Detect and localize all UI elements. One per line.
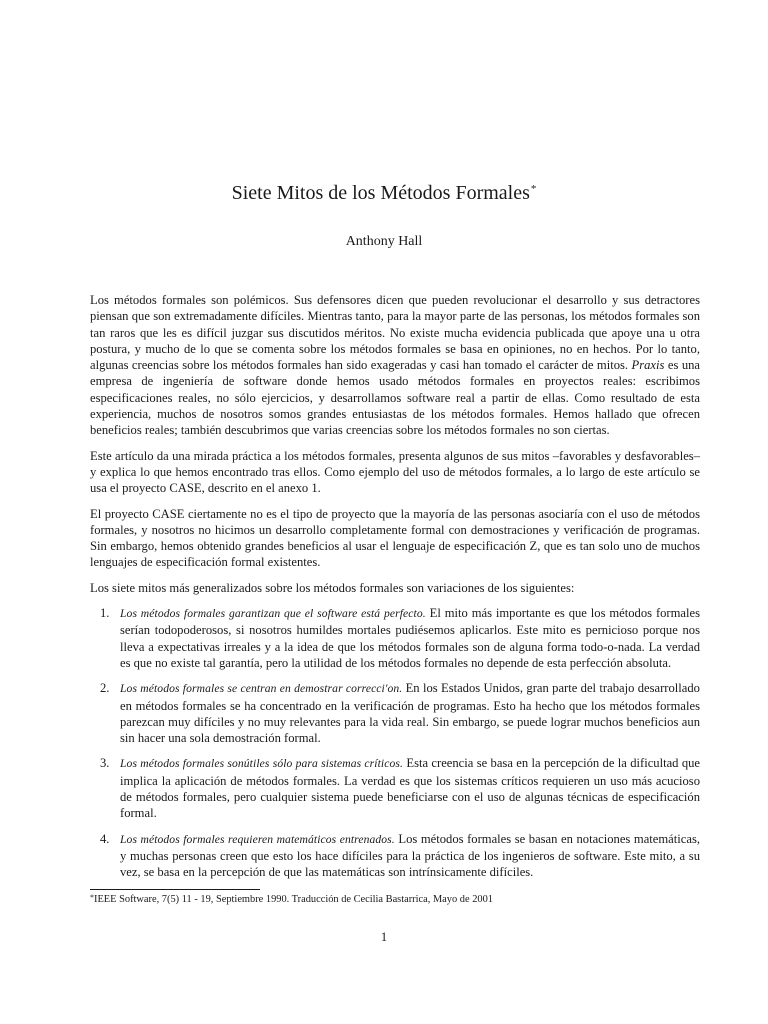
myth-number: 1.	[100, 606, 110, 621]
myth-number: 2.	[100, 681, 110, 696]
paper-body	[90, 292, 700, 890]
myths-list	[90, 605, 700, 880]
myth-number: 4.	[100, 831, 110, 846]
myth-text: Los métodos formales se basan en notaciones matemáticas, y muchas personas creen que esto los hace difíciles para la práctica de los ingenieros de software. Este mito, a su vez, se basa en la percepción de que las matemáticas son intrínsicamente difíciles.	[120, 831, 700, 880]
footnote-mark: *	[90, 893, 94, 902]
footnote-text: IEEE Software, 7(5) 11 - 19, Septiembre 1990. Traducción de Cecilia Bastarrica, Mayo de 2001	[94, 894, 493, 905]
myth-text: Esta creencia se basa en la percepción de la dificultad que implica la aplicación de métodos formales. La verdad es que los sistemas críticos requieren un uso más acucioso de métodos formales, pero cualquier sistema puede beneficiarse con el uso de algunas técnicas de especificación formal.	[120, 756, 701, 821]
praxis-name: Praxis	[631, 358, 665, 373]
intro-paragraph	[90, 292, 700, 439]
myth-item	[90, 755, 700, 821]
paper-author: Anthony Hall	[345, 234, 423, 249]
intro-text-part2: es una empresa de ingeniería de software donde hemos usado métodos formales en proyectos reales: escribimos especificaciones reales, no sólo ejercicios, y desarrollamos software real a partir de ellas. Como resultado de esta experiencia, muchos de nosotros somos grandes entusiastas de los métodos formales. Hemos hallado que ofrecen beneficios reales; también descubrimos que varias creencias sobre los métodos formales no son ciertas.	[90, 358, 700, 438]
myth-title: Los métodos formales se centran en demostrar correcci'on.	[120, 682, 403, 696]
paper-title	[0, 180, 768, 206]
myth-title: Los métodos formales garantizan que el software está perfecto.	[120, 607, 426, 621]
page-number: 1	[380, 930, 388, 944]
myth-text: El mito más importante es que los métodos formales serían todopoderosos, si nosotros humildes mortales pudiésemos aplicarlos. Este mito es pernicioso porque nos lleva a expectativas irreales y a la idea de que los métodos formales son de alguna forma todo-o-nada. La verdad es que no existe tal garantía, pero la utilidad de los métodos formales no depende de esta perfección absoluta.	[120, 606, 701, 670]
myth-title: Los métodos formales requieren matemáticos entrenados.	[120, 832, 395, 846]
footnote-rule	[90, 889, 260, 890]
paper-title-text: Siete Mitos de los Métodos Formales	[231, 182, 530, 204]
intro-text-part1: Los métodos formales son polémicos. Sus defensores dicen que pueden revolucionar el desarrollo y sus detractores piensan que son extremadamente difíciles. Mientras tanto, para la mayor parte de las personas, los métodos formales son tan raros que les es difícil juzgar sus discutidos méritos. No existe mucha evidencia publicada que apoye una u otra postura, y mucho de lo que se comenta sobre los métodos formales se basa en opiniones, no en hechos. Por lo tanto, algunas creencias sobre los métodos formales han sido exageradas y casi han tomado el carácter de mitos.	[90, 293, 700, 373]
myth-item	[90, 605, 700, 671]
title-footnote-mark: *	[530, 183, 537, 195]
myth-item	[90, 831, 700, 881]
myth-title: Los métodos formales sonútiles sólo para sistemas críticos.	[120, 757, 404, 771]
myth-item	[90, 680, 700, 746]
footnote	[90, 893, 710, 906]
myth-text: En los Estados Unidos, gran parte del trabajo desarrollado en métodos formales se ha concentrado en la verificación de programas. Esto ha hecho que los métodos formales parezcan muy difíciles y no muy relevantes para la vida real. Sin embargo, se puede lograr muchos beneficios aun sin hacer una sola demostración formal.	[120, 681, 700, 746]
myth-number: 3.	[100, 756, 110, 771]
paragraph-4: Los siete mitos más generalizados sobre los métodos formales son variaciones de los siguientes:	[90, 580, 575, 595]
paragraph-3: El proyecto CASE ciertamente no es el tipo de proyecto que la mayoría de las personas asociaría con el uso de métodos formales, y nosotros no hicimos un desarrollo completamente formal con demostraciones y verificación de programas. Sin embargo, hemos obtenido grandes beneficios al usar el lenguaje de especificación Z, que es tan solo uno de muchos lenguajes de especificación formal existentes.	[90, 506, 700, 570]
paragraph-2: Este artículo da una mirada práctica a los métodos formales, presenta algunos de sus mitos –favorables y desfavorables– y explica lo que hemos encontrado tras ellos. Como ejemplo del uso de métodos formales, a lo largo de este artículo se usa el proyecto CASE, descrito en el anexo 1.	[90, 448, 700, 496]
